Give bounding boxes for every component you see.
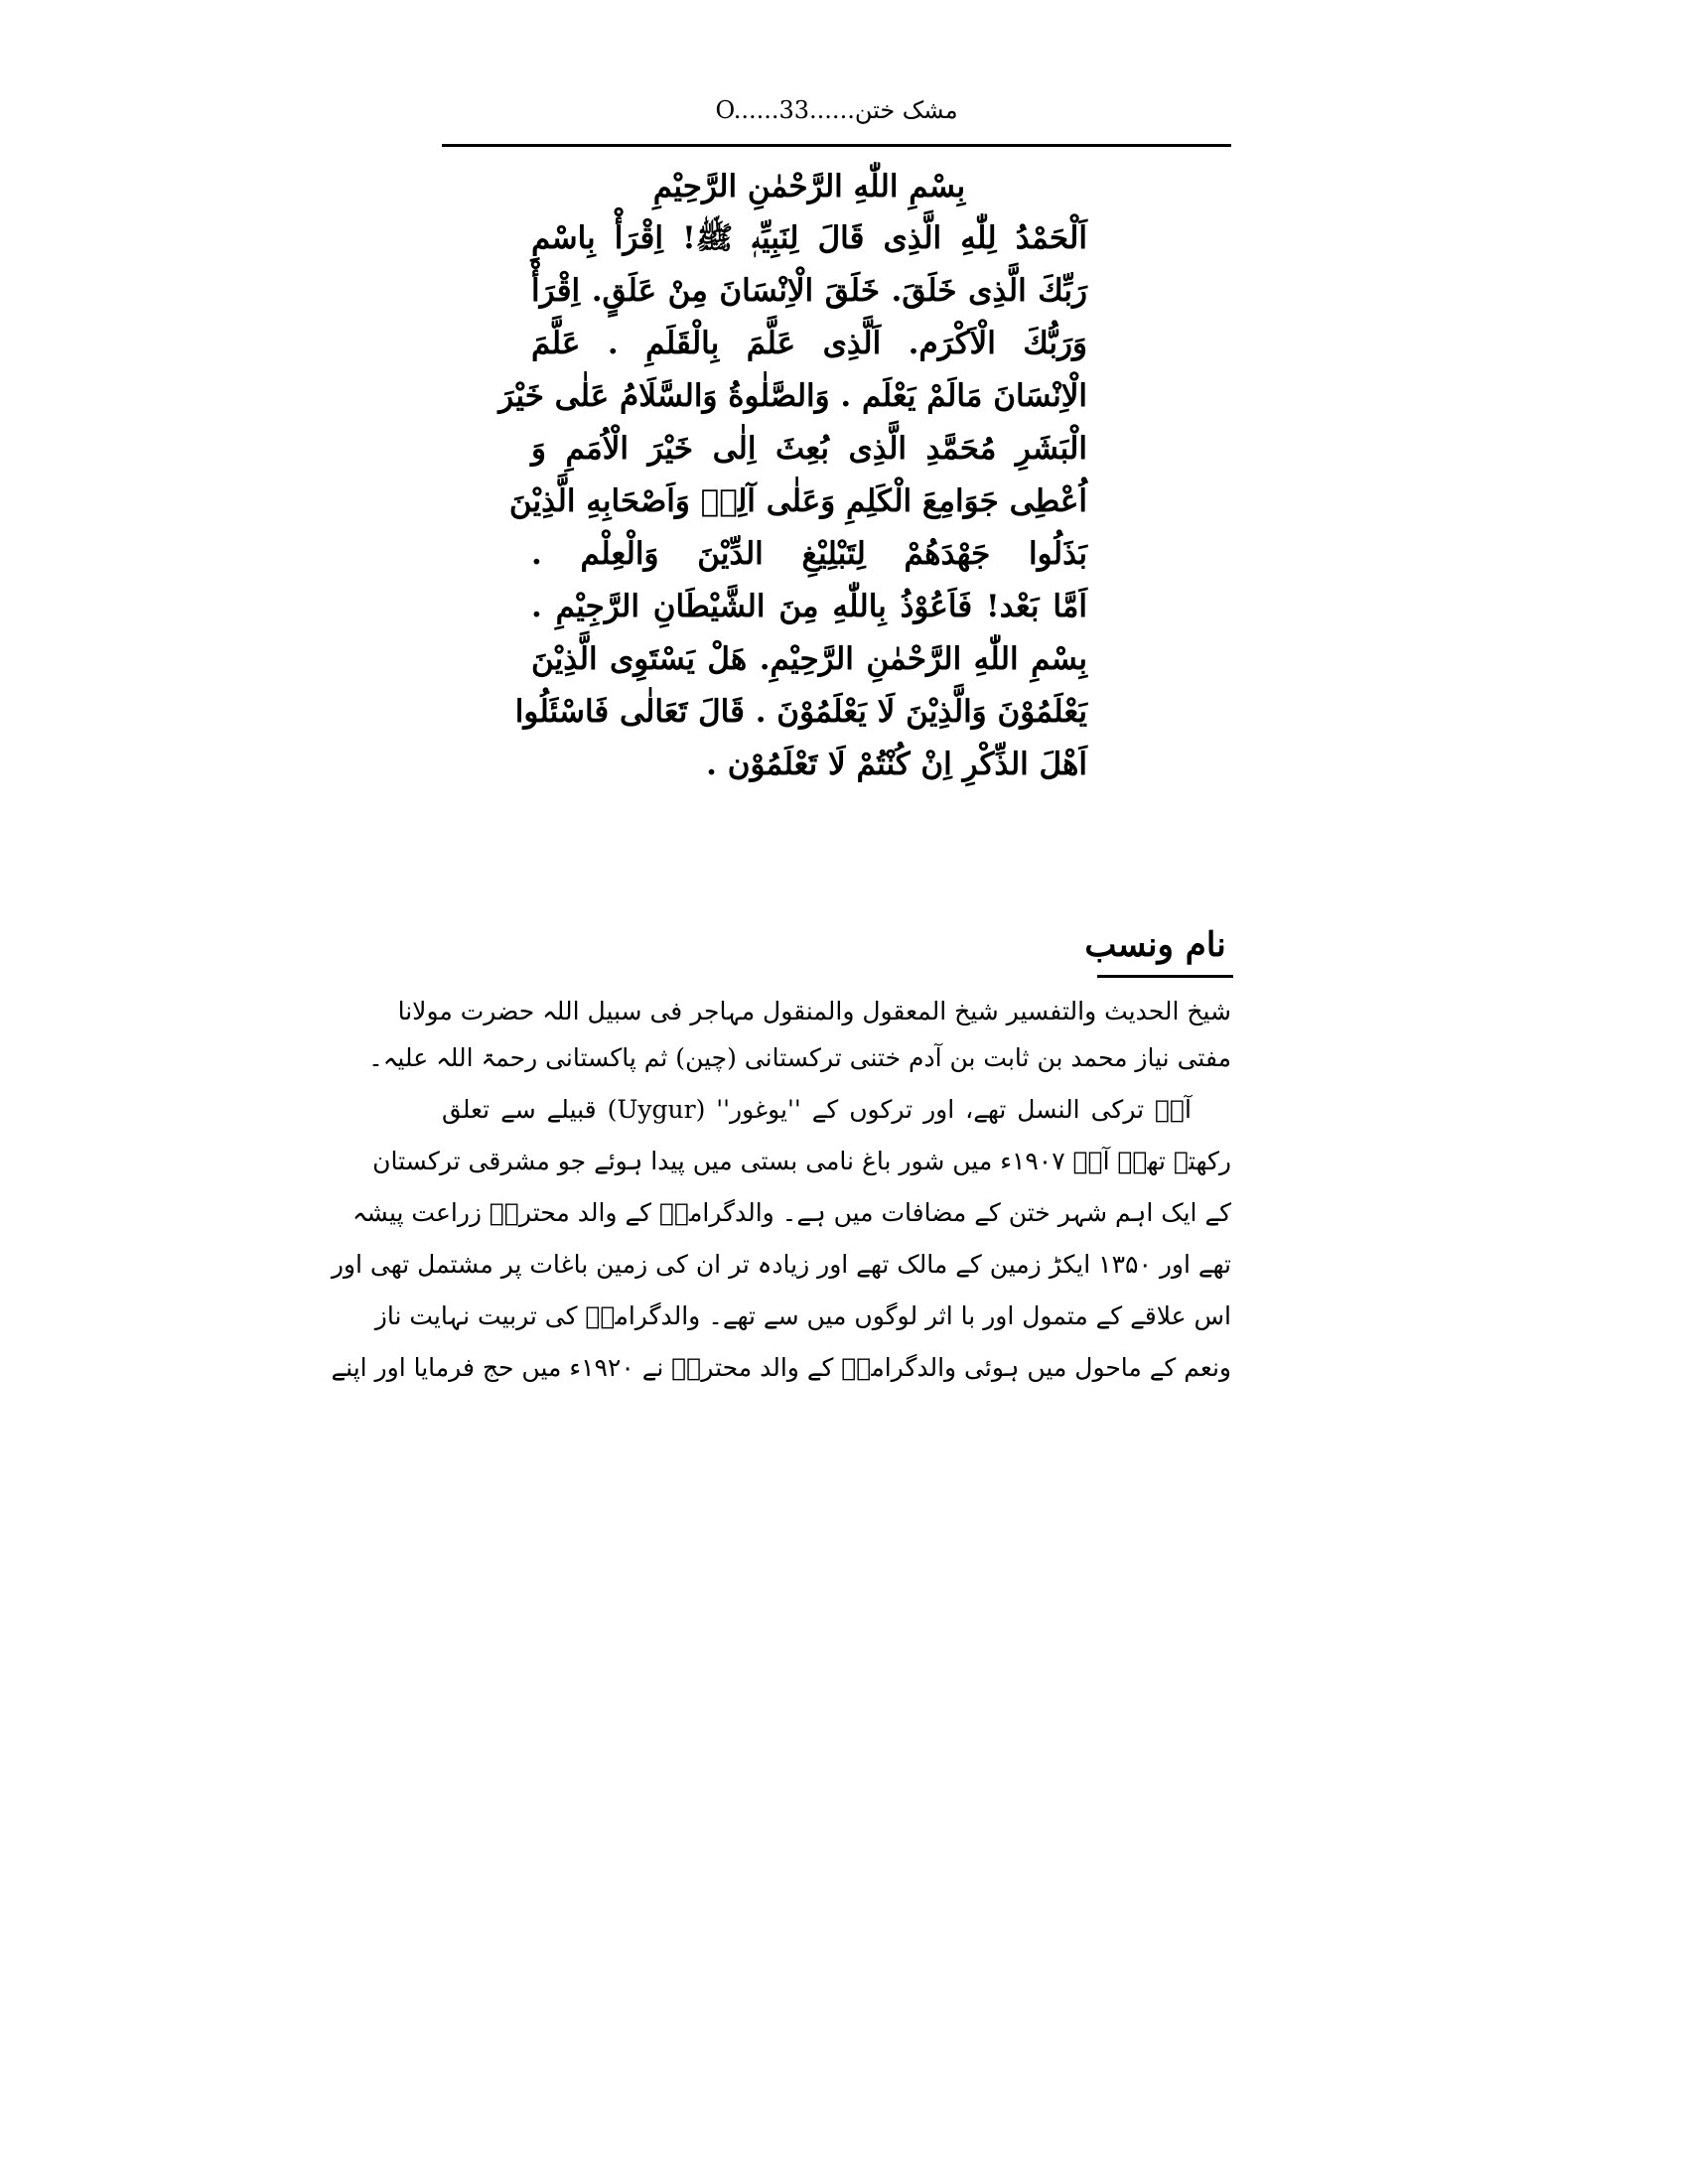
- urdu-line: کے ایک اہم شہر ختن کے مضافات میں ہے۔ والدگرامیؒ کے والد محترمؒ زراعت پیشہ: [352, 1198, 1231, 1227]
- arabic-line: الْاِنْسَانَ مَالَمْ يَعْلَم . وَالصَّلٰوةُ وَالسَّلَامُ عَلٰى خَيْرَ: [498, 378, 1087, 414]
- arabic-line: بِسْمِ اللّٰهِ الرَّحْمٰنِ الرَّحِيْمِ. هَلْ يَسْتَوِى الَّذِيْنَ: [531, 641, 1087, 677]
- section-heading: نام ونسب: [1084, 925, 1226, 965]
- urdu-line: ونعم کے ماحول میں ہوئی والدگرامیؒ کے والد محترمؒ نے ۱۹۲۰ء میں حج فرمایا اور اپنے: [331, 1353, 1231, 1382]
- section-heading-underline: [1097, 975, 1233, 978]
- arabic-line: اُعْطِى جَوَامِعَ الْكَلِمِ وَعَلٰى آلِهٖ وَاَصْحَابِهِ الَّذِيْنَ: [508, 483, 1087, 519]
- urdu-line: شیخ الحدیث والتفسیر شیخ المعقول والمنقول مہاجر فی سبیل اللہ حضرت مولانا: [397, 997, 1231, 1025]
- arabic-line: اَلْحَمْدُ لِلّٰهِ الَّذِى قَالَ لِنَبِيِّهٖ ﷺ! اِقْرَأْ بِاسْمِ: [531, 220, 1087, 256]
- arabic-line: وَرَبُّكَ الْاَكْرَم. اَلَّذِى عَلَّمَ بِالْقَلَمِ . عَلَّمَ: [531, 326, 1087, 361]
- urdu-line: تھے اور ۱۳۵۰ ایکڑ زمین کے مالک تھے اور زیادہ تر ان کی زمین باغات پر مشتمل تھی اور: [331, 1250, 1231, 1279]
- arabic-invocation-block: [498, 161, 1087, 791]
- bismillah-heading: بِسْمِ اللّٰهِ الرَّحْمٰنِ الرَّحِيْمِ: [652, 169, 966, 205]
- arabic-line: يَعْلَمُوْنَ وَالَّذِيْنَ لَا يَعْلَمُوْنَ . قَالَ تَعَالٰى فَاسْئَلُوا: [514, 694, 1087, 730]
- running-header: مشک ختن......O......33: [715, 96, 958, 124]
- arabic-line: الْبَشَرِ مُحَمَّدِ الَّذِى بُعِثَ اِلٰى خَيْرَ الْاُمَمِ وَ: [531, 431, 1087, 467]
- urdu-line: رکھتے تھے۔ آپؒ ۱۹۰۷ء میں شور باغ نامی بستی میں پیدا ہوئے جو مشرقی ترکستان: [372, 1147, 1231, 1175]
- urdu-line: اس علاقے کے متمول اور با اثر لوگوں میں سے تھے۔ والدگرامیؒ کی تربیت نہایت ناز: [374, 1301, 1231, 1330]
- header-rule: [442, 144, 1231, 147]
- arabic-line: اَهْلَ الذِّكْرِ اِنْ كُنْتُمْ لَا تَعْلَمُوْن .: [706, 747, 1087, 782]
- page-header: [442, 91, 1231, 146]
- arabic-line: اَمَّا بَعْد! فَاَعُوْذُ بِاللّٰهِ مِنَ الشَّيْطَانِ الرَّجِيْمِ .: [531, 589, 1087, 624]
- urdu-body-text: [331, 991, 1231, 1394]
- urdu-line: مفتی نیاز محمد بن ثابت بن آدم ختنی ترکستانی (چین) ثم پاکستانی رحمۃ اللہ علیہ۔: [368, 1043, 1231, 1072]
- arabic-line: رَبِّكَ الَّذِى خَلَقَ. خَلَقَ الْاِنْسَانَ مِنْ عَلَقٍ. اِقْرَأْ: [531, 273, 1087, 309]
- urdu-line: آپؒ ترکی النسل تھے، اور ترکوں کے ''یوغور'' (Uygur) قبیلے سے تعلق: [442, 1095, 1192, 1124]
- arabic-line: بَذَلُوا جَهْدَهُمْ لِتَبْلِيْغِ الدِّيْنَ وَالْعِلْم .: [531, 536, 1087, 572]
